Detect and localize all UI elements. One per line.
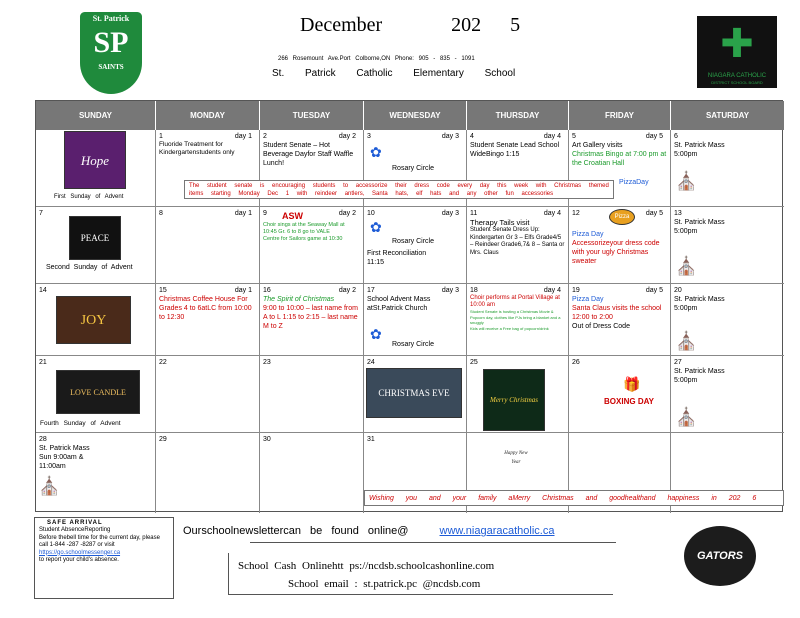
event-text: St. Patrick Mass 5:00pm	[674, 368, 725, 384]
day-cell-17	[364, 284, 467, 356]
rotation-day: day 2	[338, 287, 356, 294]
rotation-day: day 3	[441, 210, 459, 217]
hope-candle-image: Hope	[64, 131, 126, 189]
date-number: 29	[159, 436, 167, 443]
church-icon: ⛪	[675, 331, 698, 351]
safe-arrival-footer: to report your child's absence.	[39, 557, 119, 564]
event-text-therapy: Therapy Tails visit	[470, 218, 530, 227]
school-logo	[80, 12, 142, 94]
day-cell-29	[156, 433, 260, 513]
gift-icon: 🎁	[623, 376, 641, 392]
rotation-day: day 2	[338, 210, 356, 217]
peace-candle-image: PEACE	[69, 216, 121, 260]
logo-initials: SP	[93, 26, 129, 59]
holiday-wishes-banner: Wishing you and your family aMerry Christmas and goodhealthand happiness in 202 6	[364, 490, 784, 506]
day-cell-28	[36, 433, 156, 513]
board-logo-line2: DISTRICT SCHOOL BOARD	[711, 80, 763, 85]
date-number: 21	[39, 359, 47, 366]
event-text: Fluoride Treatment for Kindergartenstudents only	[159, 141, 235, 156]
date-number: 10	[367, 210, 375, 217]
event-text: Art Gallery visits	[572, 142, 623, 149]
boxing-day-image: BOXING DAY	[604, 396, 654, 406]
christmas-tree-image: Merry Christmas	[483, 369, 545, 431]
day-cell-12	[569, 207, 671, 284]
rotation-day: day 4	[543, 287, 561, 294]
event-text-spirit: The Spirit of Christmas	[263, 296, 335, 303]
date-number: 12	[572, 210, 580, 217]
month-label: December	[300, 14, 383, 36]
church-icon: ⛪	[675, 256, 698, 276]
day-cell-11	[467, 207, 569, 284]
day-cell-10	[364, 207, 467, 284]
day-cell-16	[260, 284, 364, 356]
event-text-bingo: Christmas Bingo at 7:00 pm at the Croatian Hall	[572, 151, 667, 167]
event-text-dress: Out of Dress Code	[572, 323, 630, 330]
day-cell-19	[569, 284, 671, 356]
date-number: 22	[159, 359, 167, 366]
school-name: St. Patrick Catholic Elementary School	[272, 68, 516, 79]
event-text-popcorn: Kids will receive a Free bag of popcorn/drink	[470, 325, 549, 331]
rosary-icon: ✿	[370, 326, 382, 342]
year-part-b: 5	[510, 14, 521, 36]
rotation-day: day 1	[234, 287, 252, 294]
love-candle-image: LOVE CANDLE	[56, 370, 140, 414]
header-saturday: SATURDAY	[671, 101, 784, 130]
day-cell-23	[260, 356, 364, 433]
header-sunday: SUNDAY	[36, 101, 156, 130]
date-number: 4	[470, 133, 474, 140]
event-text: Choir sings at the Seaway Mall at 10:45 Gr. 6 to 8 go to VALE Centre for Sailors game at 10:30	[263, 222, 345, 242]
date-number: 13	[674, 210, 682, 217]
event-text-times: 9:00 to 10:00 – last name from A to L 1:15 to 2:15 – last name M to Z	[263, 305, 358, 330]
day-cell-30	[260, 433, 364, 513]
date-number: 15	[159, 287, 167, 294]
event-text-dressup: Student Senate Dress Up: Kindergarten Gr 3 – Elfs Grade4/5 – Reindeer Grade6,7& 8 – Santa or Mrs. Claus	[470, 227, 565, 256]
calendar-grid	[35, 100, 783, 512]
board-logo-line1: NIAGARA CATHOLIC	[707, 73, 767, 79]
event-text: Second Sunday of Advent	[46, 264, 133, 271]
safe-arrival-text: Before thebell time for the current day, please call 1-844 -287 -8287 or visit	[39, 534, 160, 549]
rotation-day: day 4	[543, 210, 561, 217]
day-cell-13	[671, 207, 784, 284]
rosary-icon: ✿	[370, 219, 382, 235]
event-text: Fourth Sunday of Advent	[40, 420, 121, 427]
date-number: 31	[367, 436, 375, 443]
date-number: 16	[263, 287, 271, 294]
rotation-day: day 1	[234, 133, 252, 140]
event-text: St. Patrick Mass Sun 9:00am & 11:00am	[39, 445, 90, 470]
newsletter-link[interactable]: www.niagaracatholic.ca	[439, 525, 555, 537]
safe-arrival-box	[34, 517, 174, 599]
newsletter-text: Ourschoolnewslettercan be found online@	[183, 525, 409, 537]
date-number: 1	[159, 133, 163, 140]
date-number: 5	[572, 133, 576, 140]
day-cell-8	[156, 207, 260, 284]
church-icon: ⛪	[38, 476, 61, 496]
event-text-mass: School Advent Mass atSt.Patrick Church	[367, 296, 431, 312]
event-text-pizza: PizzaDay	[619, 179, 649, 186]
pizza-icon: Pizza	[609, 209, 635, 225]
day-cell-25	[467, 356, 569, 433]
date-number: 20	[674, 287, 682, 294]
event-text-reconciliation: First Reconciliation 11:15	[367, 250, 427, 266]
first-sunday-advent-label: First Sunday of Advent	[54, 194, 124, 200]
page-title	[300, 14, 520, 37]
rosary-icon: ✿	[370, 144, 382, 160]
day-cell-15	[156, 284, 260, 356]
date-number: 6	[674, 133, 678, 140]
event-text-rosary: Rosary Circle	[392, 341, 435, 348]
header-tuesday: TUESDAY	[260, 101, 364, 130]
board-logo	[697, 16, 777, 88]
safe-arrival-title: SAFE ARRIVAL	[47, 520, 103, 526]
date-number: 14	[39, 287, 47, 294]
day-cell-24	[364, 356, 467, 433]
day-cell-6	[671, 130, 784, 207]
school-cash-online: School Cash Onlinehtt ps://ncdsb.schoolcashonline.com	[238, 560, 495, 572]
day-cell-week1-sunday	[36, 130, 156, 207]
rotation-day: day 3	[441, 287, 459, 294]
event-text: St. Patrick Mass 5:00pm	[674, 296, 725, 312]
event-text: Christmas Coffee House For Grades 4 to 6atLC from 10:00 to 12:30	[159, 296, 252, 321]
date-number: 8	[159, 210, 163, 217]
event-text: Student Senate Lead School WideBingo 1:15	[470, 142, 560, 158]
new-year-image: Happy New Year	[504, 451, 528, 465]
date-number: 3	[367, 133, 371, 140]
rotation-day: day 3	[441, 133, 459, 140]
event-text-sweater: Accessorizeyour dress code with your ugly Christmas sweater	[572, 240, 660, 265]
date-number: 2	[263, 133, 267, 140]
date-number: 17	[367, 287, 375, 294]
rotation-day: day 5	[645, 287, 663, 294]
day-cell-22	[156, 356, 260, 433]
rotation-day: day 1	[234, 210, 252, 217]
rotation-day: day 5	[645, 210, 663, 217]
rotation-day: day 5	[645, 133, 663, 140]
year-part-a: 202	[451, 14, 482, 36]
day-cell-27	[671, 356, 784, 433]
school-email: School email : st.patrick.pc @ncdsb.com	[288, 578, 481, 590]
logo-bottom-text: SAINTS	[98, 63, 124, 71]
date-number: 28	[39, 436, 47, 443]
date-number: 30	[263, 436, 271, 443]
event-text-pizza: Pizza Day	[572, 296, 604, 303]
rotation-day: day 4	[543, 133, 561, 140]
cross-icon: ✚	[720, 22, 754, 66]
rotation-day: day 2	[338, 133, 356, 140]
date-number: 25	[470, 359, 478, 366]
event-text-choir: Choir performs at Portal Village at 10:00 am	[470, 295, 560, 308]
date-number: 23	[263, 359, 271, 366]
newsletter-line	[183, 525, 613, 537]
church-icon: ⛪	[675, 407, 698, 427]
day-cell-21	[36, 356, 156, 433]
date-number: 24	[367, 359, 375, 366]
header-monday: MONDAY	[156, 101, 260, 130]
day-cell-7	[36, 207, 156, 284]
event-text: St. Patrick Mass 5:00pm	[674, 219, 725, 235]
date-number: 19	[572, 287, 580, 294]
week1-dress-banner: The student senate is encouraging students to accessorize their dress code every day this week with Christmas themed items starting Monday Dec 1 with reindeer antlers, Santa hats, elf hats and any other fun accessories	[184, 180, 614, 199]
date-number: 11	[470, 210, 478, 217]
joy-candle-image: JOY	[56, 296, 131, 344]
safe-arrival-subtitle: Student AbsenceReporting	[39, 527, 111, 534]
school-address: 266 Rosemount Ave.Port Colborne,ON Phone: 905 - 835 - 1091	[278, 56, 475, 62]
date-number: 18	[470, 287, 478, 294]
event-text: Student Senate – Hot Beverage Dayfor Staff Waffle Lunch!	[263, 142, 354, 167]
safe-arrival-link[interactable]: https://go.schoolmessenger.ca	[39, 549, 121, 556]
mall-logo-icon: ASW	[282, 211, 303, 221]
event-text-rosary: Rosary Circle	[392, 238, 435, 245]
day-cell-20	[671, 284, 784, 356]
day-cell-26	[569, 356, 671, 433]
date-number: 9	[263, 210, 267, 217]
logo-top-text: St. Patrick	[92, 14, 130, 23]
date-number: 27	[674, 359, 682, 366]
header-friday: FRIDAY	[569, 101, 671, 130]
day-cell-9	[260, 207, 364, 284]
gators-logo: GATORS	[684, 526, 756, 586]
date-number: 26	[572, 359, 580, 366]
date-number: 7	[39, 210, 43, 217]
event-text: Rosary Circle	[392, 165, 435, 172]
event-text-movie: Student Senate is hosting a Christmas Movie & Popcorn day, clothes like PJs bring a blanket and a snuggly	[470, 309, 561, 325]
divider	[250, 542, 616, 543]
event-text-santa: Santa Claus visits the school 12:00 to 2:00	[572, 305, 662, 321]
christmas-eve-image: CHRISTMAS EVE	[366, 368, 462, 418]
day-cell-14	[36, 284, 156, 356]
church-icon: ⛪	[675, 171, 698, 191]
day-cell-18	[467, 284, 569, 356]
header-wednesday: WEDNESDAY	[364, 101, 467, 130]
header-thursday: THURSDAY	[467, 101, 569, 130]
event-text-pizza: Pizza Day	[572, 231, 604, 238]
event-text: St. Patrick Mass 5:00pm	[674, 142, 725, 158]
